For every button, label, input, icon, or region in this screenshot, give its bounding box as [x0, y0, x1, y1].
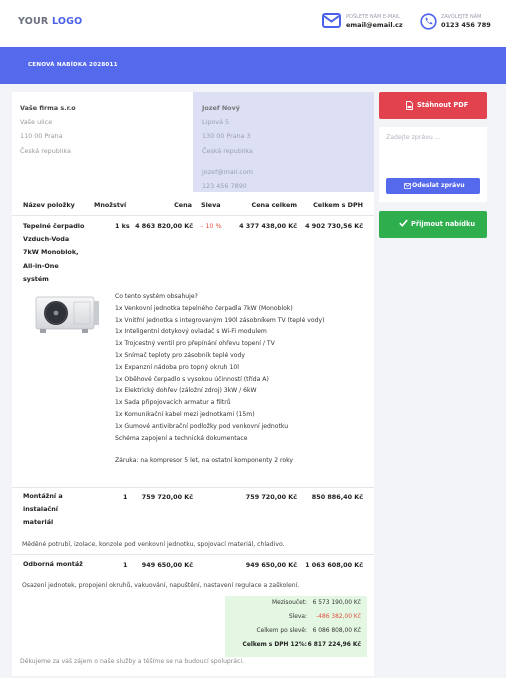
thanks-note: Děkujeme za váš zájem o naše služby a těšíme se na budoucí spolupráci. — [20, 658, 245, 665]
email-label: POŠLETE NÁM E-MAIL — [346, 14, 400, 20]
recipient-city: 130 00 Praha 3 — [202, 132, 251, 141]
top-header — [0, 0, 506, 47]
phone-value[interactable]: 0123 456 789 — [441, 21, 491, 29]
row-price: 759 720,00 Kč — [141, 493, 193, 501]
checkmark-icon — [399, 219, 408, 227]
installation-note: Osazení jednotek, propojení okruhů, vakuování, napuštění, nastavení regulace a zaškolení. — [22, 582, 300, 589]
logo-prefix: YOUR — [18, 16, 49, 27]
recipient-name: Jozef Nový — [202, 104, 240, 112]
row-divider — [12, 554, 374, 555]
col-header-qty: Množství — [94, 201, 127, 209]
logo-word: LOGO — [51, 16, 83, 27]
recipient-phone: 123 456 7890 — [202, 182, 247, 191]
material-note: Měděné potrubí, izolace, konzole pod venkovní jednotku, spojovací materiál, chladivo. — [22, 541, 285, 548]
sender-city: 110 00 Praha — [20, 132, 63, 141]
after-discount-row: Celkem po slevě: 6 086 808,00 Kč — [256, 628, 361, 634]
download-pdf-button[interactable]: Stáhnout PDF — [379, 92, 487, 119]
table-row-name: Odborná montáž — [23, 560, 83, 568]
total-vat-row: Celkem s DPH 12%: 6 817 224,96 Kč — [242, 642, 361, 648]
row-total: 949 650,00 Kč — [245, 561, 297, 569]
row-total-vat: 4 902 730,56 Kč — [305, 222, 363, 230]
sender-street: Vaše ulice — [20, 118, 53, 127]
envelope-icon — [404, 183, 411, 189]
sender-name: Vaše firma s.r.o — [20, 104, 76, 112]
email-value[interactable]: email@email.cz — [346, 21, 403, 29]
discount-row: Sleva: -486 382,00 Kč — [288, 614, 361, 620]
recipient-street: Lipová 5 — [202, 118, 230, 127]
recipient-country: Česká republika — [202, 146, 253, 155]
company-logo[interactable] — [18, 16, 82, 27]
envelope-icon — [322, 13, 341, 28]
row-total: 4 377 438,00 Kč — [239, 222, 297, 230]
subtotal-row: Mezisoučet: 6 573 190,00 Kč — [272, 600, 361, 606]
sender-country: Česká republika — [20, 146, 71, 155]
col-header-discount: Sleva — [201, 201, 221, 209]
row-divider — [12, 487, 374, 488]
row-qty: 1 ks — [115, 222, 130, 230]
offer-banner — [0, 47, 506, 84]
send-message-button[interactable]: Odeslat zprávu — [386, 178, 480, 194]
col-header-total: Cena celkem — [251, 201, 297, 209]
col-header-price: Cena — [174, 201, 192, 209]
product-description: Co tento systém obsahuje? 1x Venkovní jednotka tepelného čerpadla 7kW (Monoblok) 1x Vnitřní jednotka s integrovaným 190l zásobníkem TV (teplé vody) 1x Inteligentní dotykový ovladač s Wi-Fi modulem 1x Trojcestný ventil pro přepínání ohřevu topení / TV 1x Snímač teploty pro zásobník teplé vody 1x Expanzní nádoba pro topný okruh 10l 1x Oběhové čerpadlo s vysokou účinností (třída A) 1x Elektrický dohřev (záložní zdroj) 3kW / 6kW 1x Sada připojovacích armatur a filtrů 1x Komunikační kabel mezi jednotkami (15m) 1x Gumové antivibrační podložky pod venkovní jednotku Schéma zapojení a technická dokumentace Záruka: na kompresor 5 let, na ostatní komponenty 2 roky — [115, 291, 325, 467]
pdf-file-icon — [406, 101, 413, 110]
col-header-name: Název položky — [23, 201, 75, 209]
accept-offer-button[interactable]: Přijmout nabídku — [379, 211, 487, 238]
message-panel — [379, 127, 487, 202]
recipient-address — [193, 92, 374, 192]
warranty-note: Záruka: na kompresor 5 let, na ostatní komponenty 2 roky — [115, 457, 294, 465]
row-total-vat: 850 886,40 Kč — [311, 493, 363, 501]
header-divider — [12, 215, 374, 216]
row-qty: 1 — [123, 493, 128, 501]
row-price: 4 863 820,00 Kč — [135, 222, 193, 230]
phone-label: ZAVOLEJTE NÁM — [441, 14, 482, 20]
table-row-name: Tepelné čerpadlo Vzduch-Voda 7kW Monoblok, All-in-One systém — [23, 222, 85, 283]
row-qty: 1 — [123, 561, 128, 569]
totals-box — [225, 596, 367, 657]
row-discount: - 10 % — [201, 222, 222, 230]
message-input[interactable] — [386, 134, 480, 174]
heat-pump-image — [34, 293, 100, 337]
col-header-total-vat: Celkem s DPH — [313, 201, 363, 209]
offer-card — [12, 92, 374, 676]
row-price: 949 650,00 Kč — [141, 561, 193, 569]
sender-address — [20, 101, 76, 158]
offer-title: CENOVÁ NABÍDKA 2028011 — [28, 62, 118, 68]
row-total: 759 720,00 Kč — [245, 493, 297, 501]
phone-icon — [420, 13, 437, 30]
recipient-email: jozef@mail.com — [202, 167, 253, 176]
row-total-vat: 1 063 608,00 Kč — [305, 561, 363, 569]
table-row-name: Montážní a instalační materiál — [23, 492, 63, 527]
